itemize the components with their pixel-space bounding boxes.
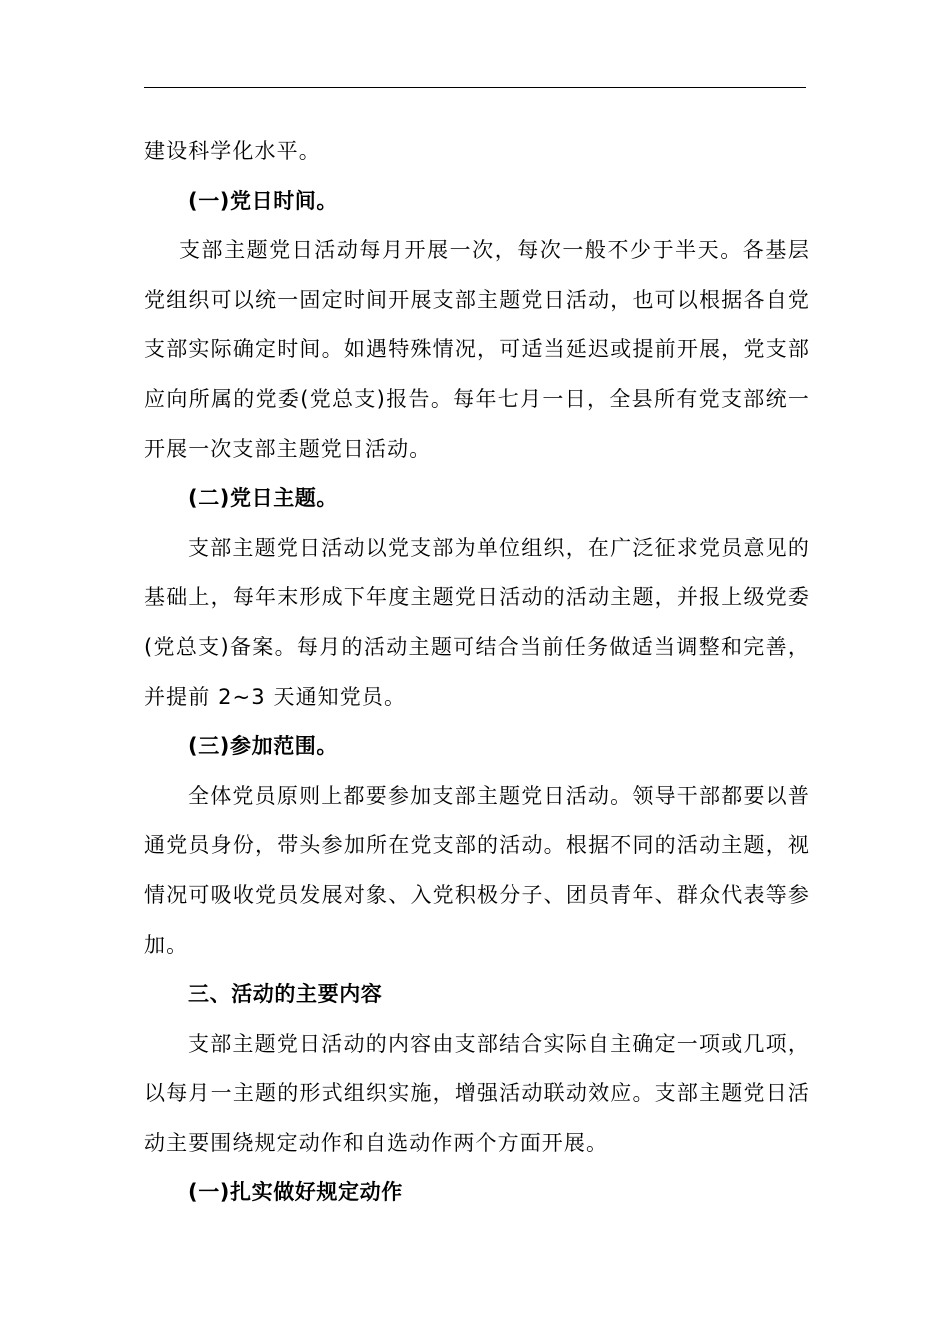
heading-party-day-time: (一)党日时间。 (188, 188, 338, 213)
paragraph-party-day-time: 支部主题党日活动每月开展一次，每次一般不少于半天。各基层党组织可以统一固定时间开展支部主题党日活动，也可以根据各自党支部实际确定时间。如遇特殊情况，可适当延迟或提前开展，党支部应向所属的党委(党总支)报告。每年七月一日，全县所有党支部统一开展一次支部主题党日活动。 (144, 238, 810, 461)
document-body (144, 127, 810, 1218)
header-rule (144, 87, 806, 88)
heading-party-day-theme: (二)党日主题。 (188, 486, 338, 511)
paragraph-participation-scope: 全体党员原则上都要参加支部主题党日活动。领导干部都要以普通党员身份，带头参加所在党支部的活动。根据不同的活动主题，视情况可吸收党员发展对象、入党积极分子、团员青年、群众代表等参加。 (144, 783, 810, 957)
paragraph-main-content: 支部主题党日活动的内容由支部结合实际自主确定一项或几项，以每月一主题的形式组织实施，增强活动联动效应。支部主题党日活动主要围绕规定动作和自选动作两个方面开展。 (144, 1031, 810, 1155)
paragraph-party-day-theme: 支部主题党日活动以党支部为单位组织，在广泛征求党员意见的基础上，每年末形成下年度主题党日活动的活动主题，并报上级党委(党总支)备案。每月的活动主题可结合当前任务做适当调整和完善，并提前 2~3 天通知党员。 (144, 535, 810, 709)
heading-main-content: 三、活动的主要内容 (188, 982, 383, 1007)
paragraph-continuation: 建设科学化水平。 (144, 139, 321, 163)
heading-participation-scope: (三)参加范围。 (188, 734, 338, 759)
heading-required-actions: (一)扎实做好规定动作 (188, 1180, 403, 1205)
